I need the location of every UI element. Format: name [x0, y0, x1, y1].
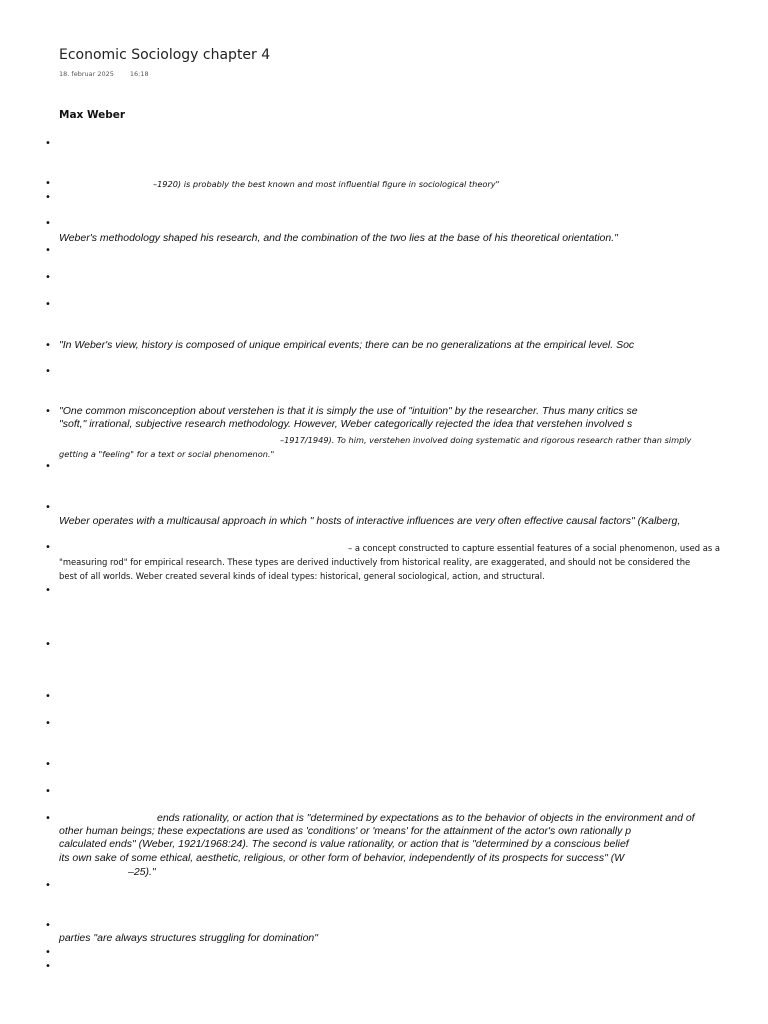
note-line-rationality-2: other human beings; these expectations are used as 'conditions' or 'means' for the attainment of the actor's own rationally p	[59, 825, 632, 837]
bullet-marker: •	[45, 406, 51, 417]
bullet-marker: •	[45, 502, 51, 513]
bullet-marker: •	[45, 245, 51, 256]
bullet-marker: •	[45, 272, 51, 283]
note-line-rationality-4: its own sake of some ethical, aesthetic, religious, or other form of behavior, independently of its prospects for success" (W	[59, 852, 625, 864]
bullet-marker: •	[45, 340, 51, 351]
note-line-ideal-type-3: best of all worlds. Weber created several kinds of ideal types: historical, general sociological, action, and structural.	[59, 571, 545, 581]
bullet-marker: •	[45, 585, 51, 596]
bullet-marker: •	[45, 786, 51, 797]
note-line-weber-influence: –1920) is probably the best known and most influential figure in sociological theory"	[153, 179, 500, 189]
page-title: Economic Sociology chapter 4	[59, 47, 271, 63]
note-line-methodology: Weber's methodology shaped his research, and the combination of the two lies at the base of his theoretical orientation."	[59, 232, 618, 244]
bullet-marker: •	[45, 542, 51, 553]
bullet-marker: •	[45, 138, 51, 149]
bullet-marker: •	[45, 718, 51, 729]
section-heading: Max Weber	[59, 109, 126, 121]
bullet-marker: •	[45, 366, 51, 377]
bullet-marker: •	[45, 947, 51, 958]
bullet-marker: •	[45, 639, 51, 650]
page-time: 16:18	[129, 70, 149, 78]
note-line-verstehen-1: "One common misconception about verstehen is that it is simply the use of "intuition" by the researcher. Thus many critics se	[59, 405, 638, 417]
bullet-marker: •	[45, 691, 51, 702]
note-line-rationality-1: ends rationality, or action that is "determined by expectations as to the behavior of objects in the environment and of	[157, 812, 695, 824]
bullet-marker: •	[45, 218, 51, 229]
note-line-multicausal: Weber operates with a multicausal approach in which " hosts of interactive influences are very often effective causal factors" (Kalberg,	[59, 515, 681, 527]
page-meta	[59, 70, 149, 78]
bullet-marker: •	[45, 299, 51, 310]
note-line-ideal-type-2: "measuring rod" for empirical research. These types are derived inductively from historical reality, are exaggerated, and should not be considered the	[59, 557, 691, 567]
note-line-parties: parties "are always structures struggling for domination"	[59, 932, 318, 944]
bullet-marker: •	[45, 920, 51, 931]
bullet-marker: •	[45, 192, 51, 203]
note-line-rationality-5: –25)."	[128, 866, 156, 878]
bullet-marker: •	[45, 461, 51, 472]
bullet-marker: •	[45, 880, 51, 891]
note-line-verstehen-2: "soft," irrational, subjective research methodology. However, Weber categorically rejected the idea that verstehen involved s	[59, 418, 633, 430]
bullet-marker: •	[45, 759, 51, 770]
bullet-marker: •	[45, 813, 51, 824]
page-date: 18. februar 2025	[59, 70, 114, 78]
note-line-rationality-3: calculated ends" (Weber, 1921/1968:24). The second is value rationality, or action that is "determined by a conscious belief	[59, 838, 629, 850]
bullet-marker: •	[45, 178, 51, 189]
note-line-ideal-type-1: – a concept constructed to capture essential features of a social phenomenon, used as a	[348, 543, 721, 553]
note-line-verstehen-3: –1917/1949). To him, verstehen involved doing systematic and rigorous research rather than simply	[280, 435, 692, 445]
bullet-marker: •	[45, 961, 51, 972]
note-line-verstehen-4: getting a "feeling" for a text or social phenomenon."	[59, 449, 275, 459]
note-line-history: "In Weber's view, history is composed of unique empirical events; there can be no generalizations at the empirical level. Soc	[59, 339, 635, 351]
